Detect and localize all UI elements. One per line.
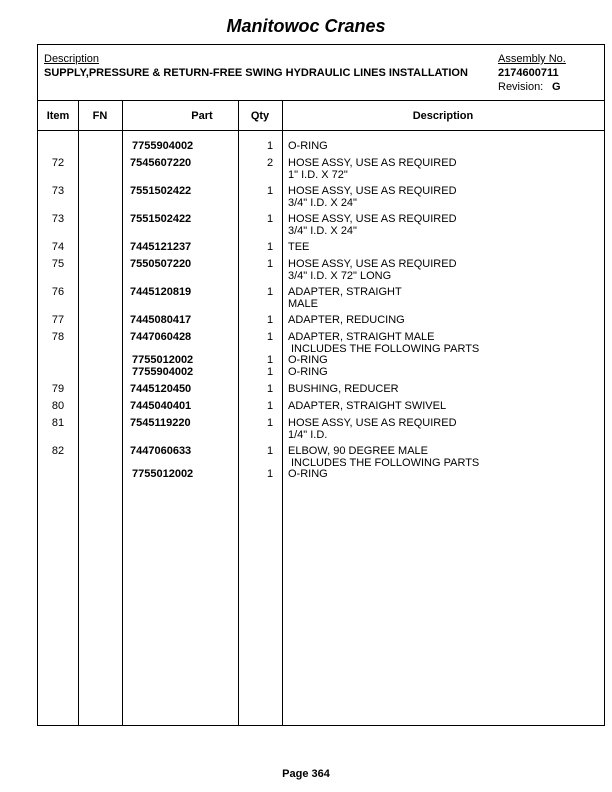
item-number: 81 xyxy=(51,417,65,429)
part-description xyxy=(288,185,598,209)
parts-list-frame xyxy=(37,44,605,726)
item-number: 78 xyxy=(51,331,65,343)
part-number: 7551502422 xyxy=(130,185,192,197)
part-description xyxy=(288,241,598,253)
part-description xyxy=(288,258,598,282)
description-line: ADAPTER, STRAIGHT xyxy=(288,286,402,298)
item-number: 73 xyxy=(51,213,65,225)
item-number: 76 xyxy=(51,286,65,298)
item-number: 77 xyxy=(51,314,65,326)
item-number: 82 xyxy=(51,445,65,457)
column-part: Part xyxy=(191,110,213,122)
quantity: 1 xyxy=(266,366,274,378)
item-number: 73 xyxy=(51,185,65,197)
part-number: 7445080417 xyxy=(130,314,192,326)
part-description xyxy=(288,286,598,310)
page-title: Manitowoc Cranes xyxy=(226,16,386,36)
item-number: 79 xyxy=(51,383,65,395)
part-number: 7755012002 xyxy=(132,468,194,480)
part-number: 7445120819 xyxy=(130,286,192,298)
assembly-description: SUPPLY,PRESSURE & RETURN-FREE SWING HYDRAULIC LINES INSTALLATION xyxy=(44,67,468,79)
page-number: Page 364 xyxy=(282,768,330,780)
column-divider xyxy=(282,101,283,725)
description-line: 3/4" I.D. X 72" LONG xyxy=(288,270,392,282)
quantity: 1 xyxy=(266,445,274,457)
part-description xyxy=(288,383,598,395)
part-number: 7755904002 xyxy=(132,140,194,152)
description-line: 3/4" I.D. X 24" xyxy=(288,197,357,209)
description-line: 3/4" I.D. X 24" xyxy=(288,225,357,237)
part-number: 7550507220 xyxy=(130,258,192,270)
part-number: 7445121237 xyxy=(130,241,192,253)
part-description xyxy=(288,417,598,441)
part-description xyxy=(288,400,598,412)
description-line: O-RING xyxy=(288,140,328,152)
part-number: 7755904002 xyxy=(132,366,194,378)
column-qty: Qty xyxy=(250,110,270,122)
quantity: 1 xyxy=(266,354,274,366)
assembly-header xyxy=(38,45,604,101)
part-description xyxy=(288,354,598,366)
quantity: 1 xyxy=(266,331,274,343)
assembly-label: Assembly No. xyxy=(498,53,566,65)
description-line: ELBOW, 90 DEGREE MALE xyxy=(288,445,428,457)
column-divider xyxy=(78,101,79,725)
part-number: 7447060633 xyxy=(130,445,192,457)
part-description xyxy=(288,213,598,237)
item-number: 80 xyxy=(51,400,65,412)
quantity: 1 xyxy=(266,140,274,152)
description-line: HOSE ASSY, USE AS REQUIRED xyxy=(288,185,457,197)
description-line: 1/4" I.D. xyxy=(288,429,328,441)
quantity: 1 xyxy=(266,185,274,197)
description-line: HOSE ASSY, USE AS REQUIRED xyxy=(288,258,457,270)
part-number: 7551502422 xyxy=(130,213,192,225)
part-number: 7545119220 xyxy=(130,417,191,429)
part-number: 7545607220 xyxy=(130,157,192,169)
part-description xyxy=(288,468,598,480)
column-item: Item xyxy=(46,110,70,122)
part-description xyxy=(288,445,598,469)
quantity: 1 xyxy=(266,241,274,253)
description-line: INCLUDES THE FOLLOWING PARTS xyxy=(291,457,480,469)
part-number: 7755012002 xyxy=(132,354,194,366)
quantity: 1 xyxy=(266,258,274,270)
quantity: 1 xyxy=(266,286,274,298)
description-line: 1" I.D. X 72" xyxy=(288,169,348,181)
item-number: 75 xyxy=(51,258,65,270)
part-number: 7445040401 xyxy=(130,400,192,412)
description-line: O-RING xyxy=(288,354,328,366)
item-number: 74 xyxy=(51,241,65,253)
quantity: 2 xyxy=(266,157,274,169)
part-description xyxy=(288,157,598,181)
description-line: HOSE ASSY, USE AS REQUIRED xyxy=(288,417,457,429)
column-fn: FN xyxy=(92,110,108,122)
description-line: ADAPTER, STRAIGHT SWIVEL xyxy=(288,400,447,412)
item-number: 72 xyxy=(51,157,65,169)
description-label: Description xyxy=(44,53,100,65)
part-description xyxy=(288,331,598,355)
revision-label: Revision: xyxy=(498,81,544,93)
part-number: 7447060428 xyxy=(130,331,192,343)
part-number: 7445120450 xyxy=(130,383,192,395)
assembly-number: 2174600711 xyxy=(498,67,559,79)
quantity: 1 xyxy=(266,213,274,225)
quantity: 1 xyxy=(266,383,274,395)
part-description xyxy=(288,314,598,326)
quantity: 1 xyxy=(266,314,274,326)
description-line: INCLUDES THE FOLLOWING PARTS xyxy=(291,343,480,355)
description-line: TEE xyxy=(288,241,310,253)
description-line: HOSE ASSY, USE AS REQUIRED xyxy=(288,213,457,225)
description-line: MALE xyxy=(288,298,318,310)
quantity: 1 xyxy=(266,417,274,429)
quantity: 1 xyxy=(266,400,274,412)
description-line: O-RING xyxy=(288,468,328,480)
quantity: 1 xyxy=(266,468,274,480)
column-divider xyxy=(122,101,123,725)
description-line: ADAPTER, STRAIGHT MALE xyxy=(288,331,435,343)
description-line: BUSHING, REDUCER xyxy=(288,383,399,395)
column-description: Description xyxy=(412,110,474,122)
description-line: ADAPTER, REDUCING xyxy=(288,314,405,326)
part-description xyxy=(288,366,598,378)
description-line: O-RING xyxy=(288,366,328,378)
part-description xyxy=(288,140,598,152)
description-line: HOSE ASSY, USE AS REQUIRED xyxy=(288,157,457,169)
revision-value: G xyxy=(552,81,561,93)
